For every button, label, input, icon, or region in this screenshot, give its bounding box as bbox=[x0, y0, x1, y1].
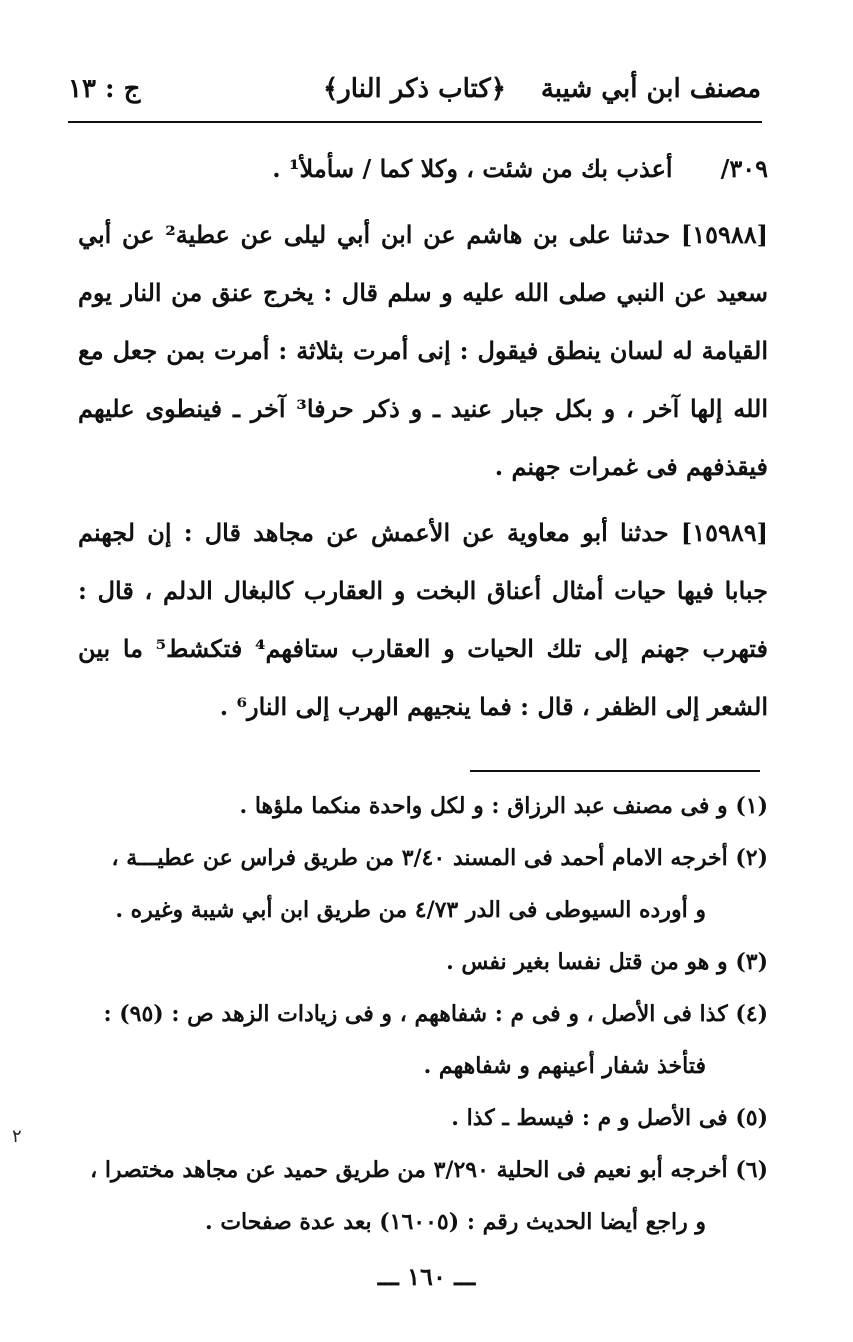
book-title: مصنف ابن أبي شيبة bbox=[540, 74, 761, 104]
footnote-6 bbox=[78, 1144, 768, 1248]
volume-number: ج : ١٣ bbox=[68, 74, 141, 104]
text-line-1 bbox=[78, 140, 768, 198]
footnote-continuation: و أورده السيوطى فى الدر ٤/٧٣ من طريق ابن أبي شيبة وغيره . bbox=[115, 897, 706, 923]
footnote-divider bbox=[470, 770, 760, 772]
page-number: ـــ ١٦٠ ـــ bbox=[377, 1262, 476, 1291]
opening-line: أعذب بك من شئت ، وكلا كما / سأملأ¹ . bbox=[272, 154, 673, 183]
footnote-text: (٦) أخرجه أبو نعيم فى الحلية ٣/٢٩٠ من طريق حميد عن مجاهد مختصرا ، bbox=[90, 1157, 768, 1183]
header-divider bbox=[68, 121, 762, 123]
footnote-text: (١) و فى مصنف عبد الرزاق : و لكل واحدة منكما ملؤها . bbox=[239, 793, 768, 819]
chapter-title: ﴿كتاب ذكر النار﴾ bbox=[323, 74, 506, 104]
footnote-2 bbox=[78, 832, 768, 936]
hadith-15989: [١٥٩٨٩] حدثنا أبو معاوية عن الأعمش عن مجاهد قال : إن لجهنم جبابا فيها حيات أمثال أعناق البخت و العقارب كالبغال الدلم ، قال : فتهرب جهنم إلى تلك الحيات و العقارب ستافهم⁴ فتكشط⁵ ما بين الشعر إلى الظفر ، قال : فما ينجيهم الهرب إلى النار⁶ . bbox=[78, 518, 768, 721]
footnote-text: (٢) أخرجه الامام أحمد فى المسند ٣/٤٠ من طريق فراس عن عطيـــة ، bbox=[111, 845, 768, 871]
footnote-4 bbox=[78, 988, 768, 1092]
footnote-continuation: و راجع أيضا الحديث رقم : (١٦٠٠٥) بعد عدة صفحات . bbox=[205, 1209, 706, 1235]
footnote-text: (٤) كذا فى الأصل ، و فى م : شفاههم ، و فى زيادات الزهد ص : (٩٥) : bbox=[103, 1001, 768, 1027]
footnote-3 bbox=[78, 936, 768, 988]
margin-note-mark: ٢ bbox=[12, 1126, 22, 1147]
hadith-15988: [١٥٩٨٨] حدثنا على بن هاشم عن ابن أبي ليلى عن عطية² عن أبي سعيد عن النبي صلى الله عليه و سلم قال : يخرج عنق من النار يوم القيامة له لسان ينطق فيقول : إنى أمرت بثلاثة : أمرت بمن جعل مع الله إلها آخر ، و بكل جبار عنيد ـ و ذكر حرفا³ آخر ـ فينطوى عليهم فيقذفهم فى غمرات جهنم . bbox=[78, 220, 768, 481]
footnotes bbox=[78, 780, 768, 1248]
running-header bbox=[68, 70, 761, 116]
main-text bbox=[78, 140, 768, 736]
footnote-1 bbox=[78, 780, 768, 832]
footnote-text: (٥) فى الأصل و م : فيسط ـ كذا . bbox=[451, 1105, 768, 1131]
footnote-continuation: فتأخذ شفار أعينهم و شفاههم . bbox=[423, 1053, 706, 1079]
page-reference: ٣٠٩/ bbox=[720, 154, 768, 183]
footnote-text: (٣) و هو من قتل نفسا بغير نفس . bbox=[446, 949, 768, 975]
footnote-5 bbox=[78, 1092, 768, 1144]
